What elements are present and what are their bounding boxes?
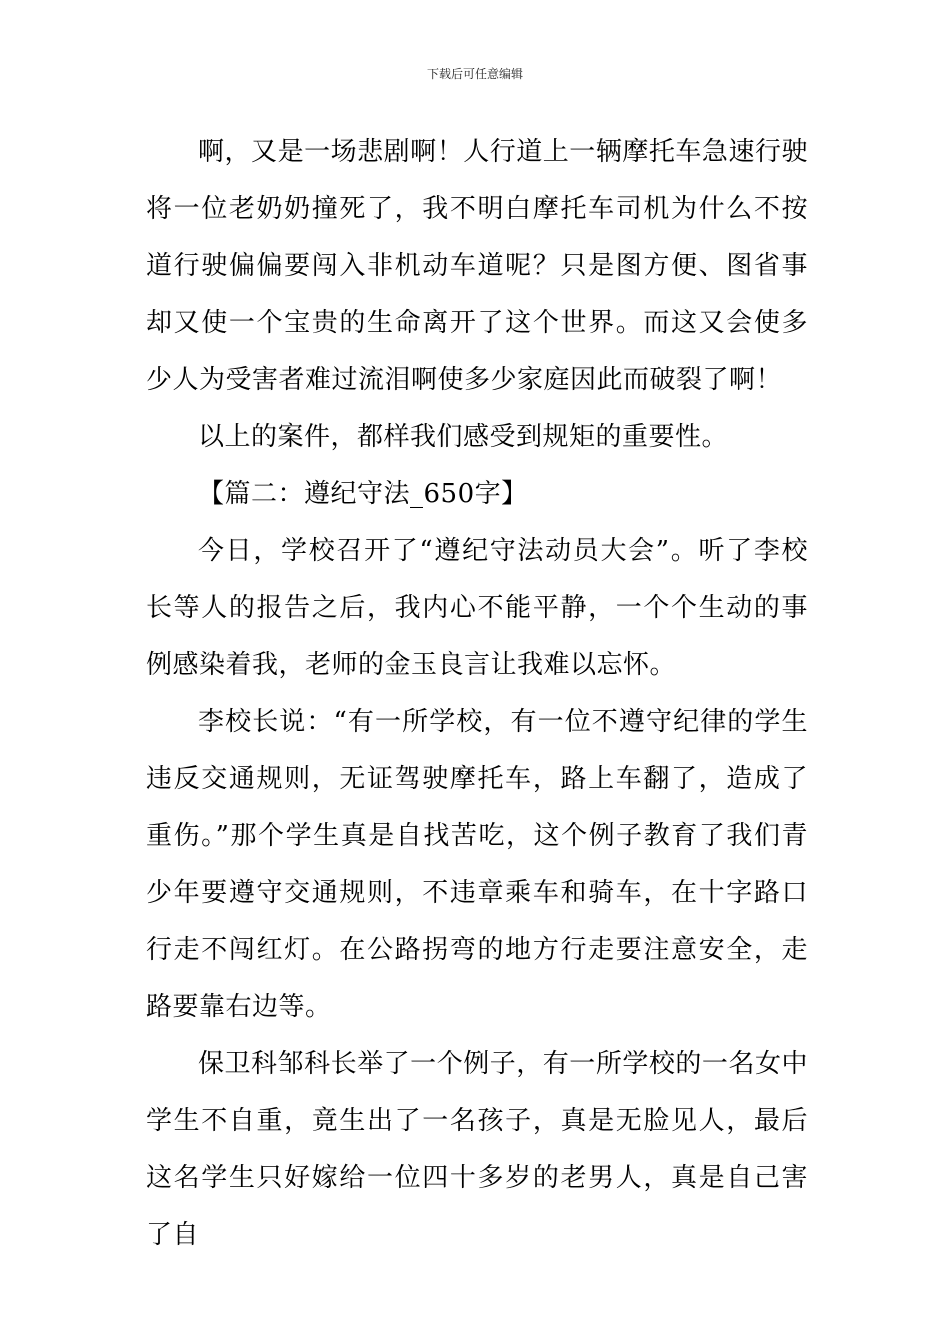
section-heading: 【篇二：遵纪守法_650字】 <box>198 479 528 509</box>
page-header: 下载后可任意编辑 <box>426 67 523 81</box>
paragraph-assembly: 今日，学校召开了“遵纪守法动员大会”。听了李校长等人的报告之后，我内心不能平静，一个个生动的事例感染着我，老师的金玉良言让我难以忘怀。 <box>146 536 808 680</box>
paragraph-security-chief: 保卫科邹科长举了一个例子，有一所学校的一名女中学生不自重，竟生出了一名孩子，真是无脸见人，最后这名学生只好嫁给一位四十多岁的老男人，真是自己害了自 <box>146 1049 808 1250</box>
document-body <box>146 124 808 1264</box>
paragraph-principal-speech: 李校长说：“有一所学校，有一位不遵守纪律的学生违反交通规则，无证驾驶摩托车，路上车翻了，造成了重伤。”那个学生真是自找苦吃，这个例子教育了我们青少年要遵守交通规则，不违章乘车和骑车，在十字路口行走不闯红灯。在公路拐弯的地方行走要注意安全，走路要靠右边等。 <box>146 707 808 1022</box>
paragraph-rules-importance: 以上的案件，都样我们感受到规矩的重要性。 <box>198 422 729 452</box>
paragraph-tragedy: 啊，又是一场悲剧啊！人行道上一辆摩托车急速行驶将一位老奶奶撞死了，我不明白摩托车司机为什么不按道行驶偏偏要闯入非机动车道呢？只是图方便、图省事却又使一个宝贵的生命离开了这个世界。而这又会使多少人为受害者难过流泪啊使多少家庭因此而破裂了啊！ <box>146 137 808 395</box>
